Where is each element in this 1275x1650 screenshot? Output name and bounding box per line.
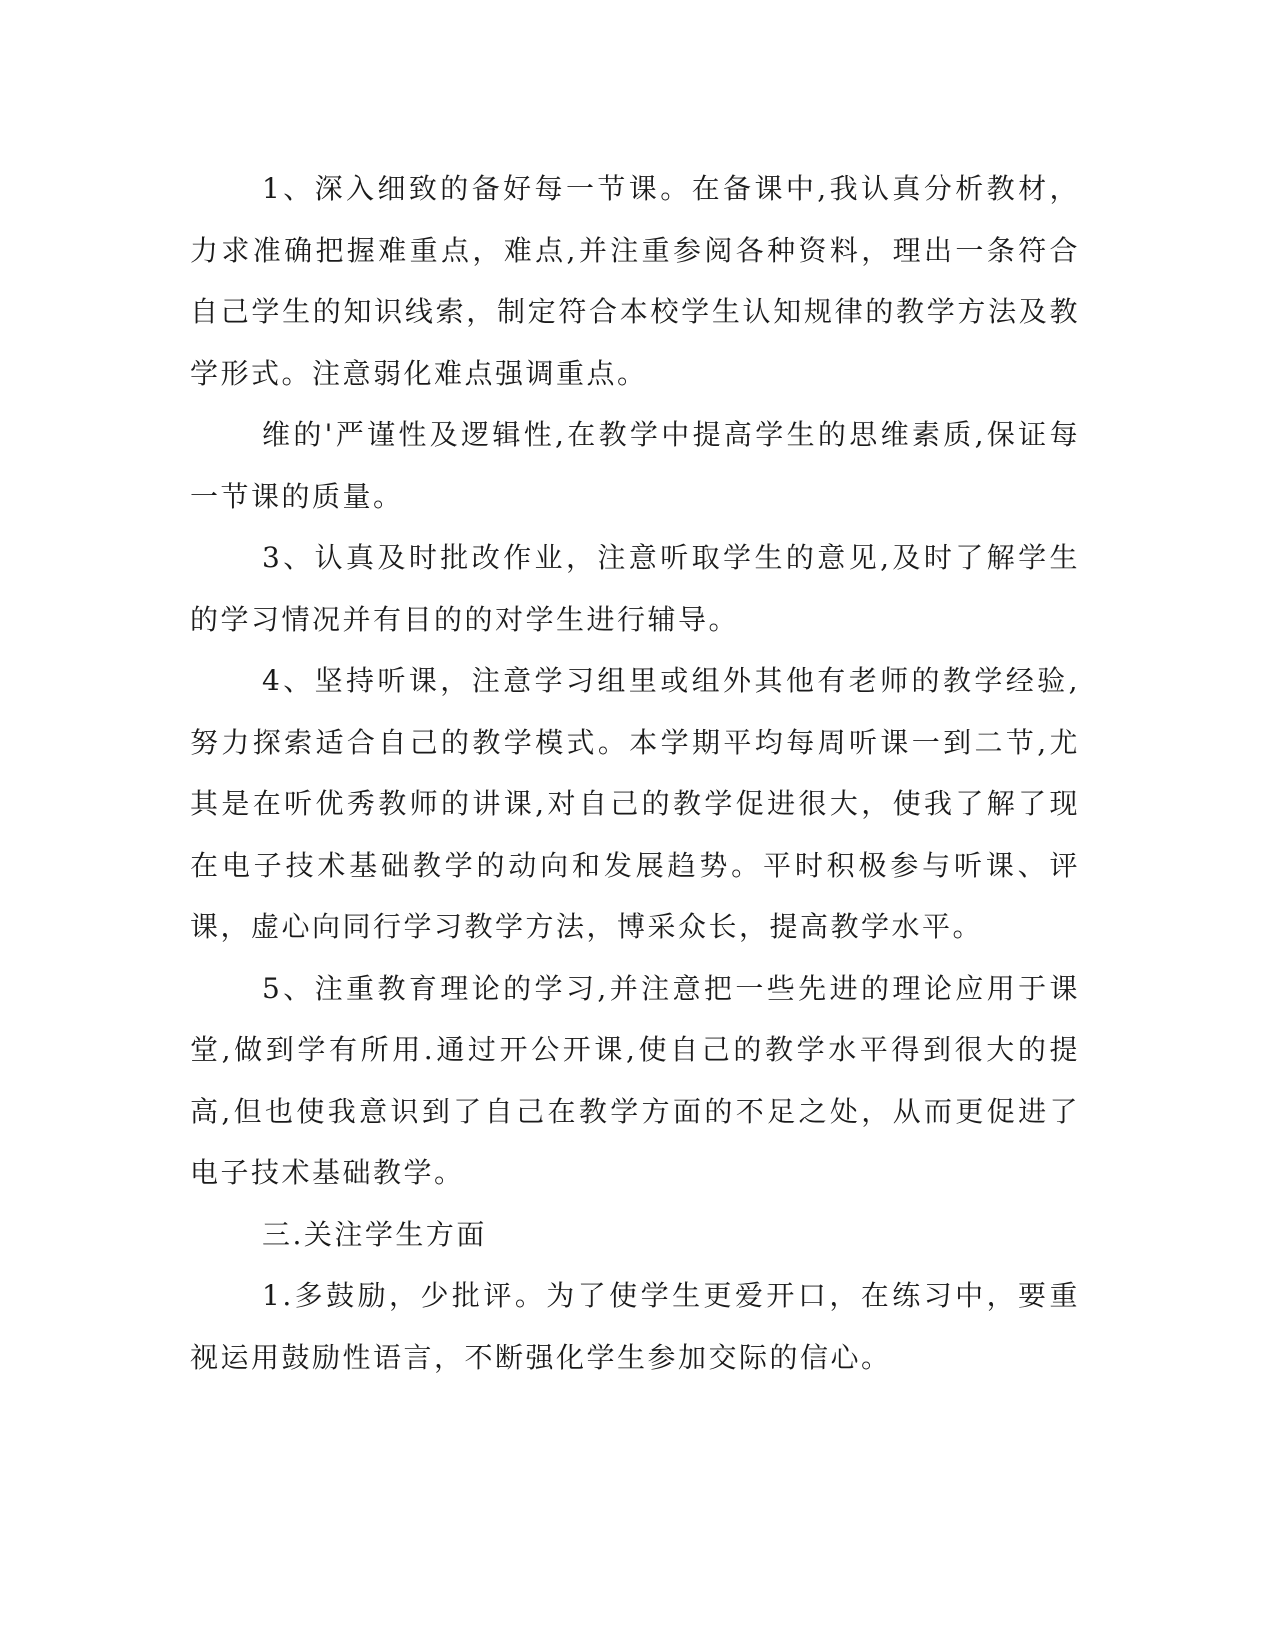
paragraph-encouragement: 1.多鼓励，少批评。为了使学生更爱开口，在练习中，要重视运用鼓励性语言，不断强化学生参加交际的信心。 <box>190 1279 1080 1374</box>
section-heading-student-focus: 三.关注学生方面 <box>262 1217 487 1251</box>
paragraph-lesson-observation: 4、坚持听课，注意学习组里或组外其他有老师的教学经验,努力探索适合自己的教学模式。本学期平均每周听课一到二节,尤其是在听优秀教师的讲课,对自己的教学促进很大，使我了解了现在电子技术基础教学的动向和发展趋势。平时积极参与听课、评课，虚心向同行学习教学方法，博采众长，提高教学水平。 <box>190 664 1080 943</box>
document-body <box>190 158 1080 1388</box>
paragraph-rigor-logic: 维的'严谨性及逻辑性,在教学中提高学生的思维素质,保证每一节课的质量。 <box>190 418 1080 513</box>
paragraph-homework-correction: 3、认真及时批改作业，注意听取学生的意见,及时了解学生的学习情况并有目的的对学生进行辅导。 <box>190 541 1080 636</box>
paragraph-education-theory: 5、注重教育理论的学习,并注意把一些先进的理论应用于课堂,做到学有所用.通过开公开课,使自己的教学水平得到很大的提高,但也使我意识到了自己在教学方面的不足之处，从而更促进了电子技术基础教学。 <box>190 971 1080 1189</box>
paragraph-lesson-preparation: 1、深入细致的备好每一节课。在备课中,我认真分析教材，力求准确把握难重点，难点,并注重参阅各种资料，理出一条符合自己学生的知识线索，制定符合本校学生认知规律的教学方法及教学形式。注意弱化难点强调重点。 <box>190 172 1080 390</box>
